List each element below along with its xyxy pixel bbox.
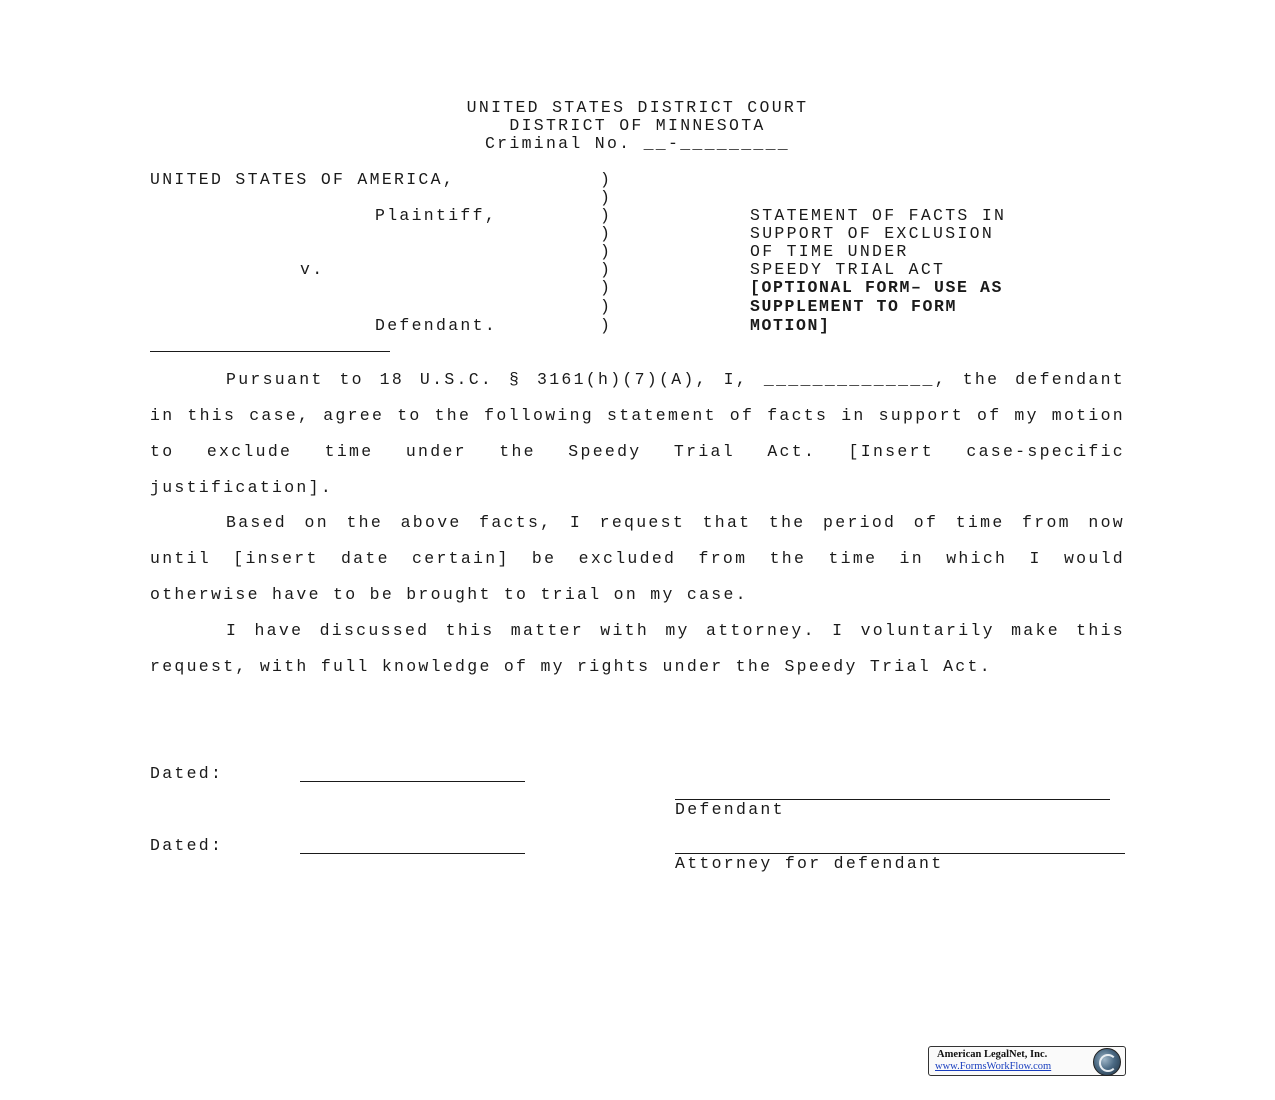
bracket-mark: ) [600,316,613,335]
statement-paragraph-1 [150,362,1125,506]
form-note-line: MOTION] [750,316,831,335]
globe-icon [1093,1048,1121,1076]
plaintiff-party: UNITED STATES OF AMERICA, [150,170,456,189]
title-line: SPEEDY TRIAL ACT [750,260,946,279]
paragraph-text: Pursuant to 18 U.S.C. § 3161(h)(7)(A), I, ______________, the defendant in this case, agree to the following statement of facts in support of my motion to exclude time under the Speedy Trial Act. [Insert case-specific justification]. [150,370,1125,497]
form-note-line: [OPTIONAL FORM– USE AS [750,278,1004,297]
paragraph-text: Based on the above facts, I request that the period of time from now until [insert date certain] be excluded from the time in which I would otherwise have to be brought to trial on my case. [150,513,1125,604]
bracket-mark: ) [600,278,613,297]
versus: v. [300,260,325,279]
court-name: UNITED STATES DISTRICT COURT [466,98,809,117]
district-name: DISTRICT OF MINNESOTA [509,116,766,135]
criminal-number: Criminal No. __-_________ [484,134,791,153]
paragraph-text: I have discussed this matter with my attorney. I voluntarily make this request, with full knowledge of my rights under the Speedy Trial Act. [150,621,1125,676]
dated-label: Dated: [150,836,224,855]
date-line-attorney[interactable] [300,853,525,854]
date-line-defendant[interactable] [300,781,525,782]
title-line: STATEMENT OF FACTS IN [750,206,1007,225]
bracket-mark: ) [600,260,613,279]
plaintiff-role: Plaintiff, [375,206,498,225]
caption-divider [150,351,390,352]
logo-website-link[interactable]: www.FormsWorkFlow.com [935,1061,1052,1072]
dated-label: Dated: [150,764,224,783]
title-line: SUPPORT OF EXCLUSION [750,224,995,243]
american-legalnet-logo[interactable] [928,1046,1126,1076]
bracket-mark: ) [600,206,613,225]
form-note-line: SUPPLEMENT TO FORM [750,297,958,316]
statement-paragraph-3 [150,613,1125,685]
title-line: OF TIME UNDER [750,242,909,261]
statement-paragraph-2 [150,505,1125,613]
bracket-mark: ) [600,297,613,316]
bracket-mark: ) [600,170,613,189]
bracket-mark: ) [600,188,613,207]
bracket-mark: ) [600,242,613,261]
attorney-signature-label: Attorney for defendant [675,854,944,873]
defendant-role: Defendant. [375,316,498,335]
bracket-mark: ) [600,224,613,243]
logo-company-name: American LegalNet, Inc. [937,1049,1048,1060]
defendant-signature-label: Defendant [675,800,785,819]
